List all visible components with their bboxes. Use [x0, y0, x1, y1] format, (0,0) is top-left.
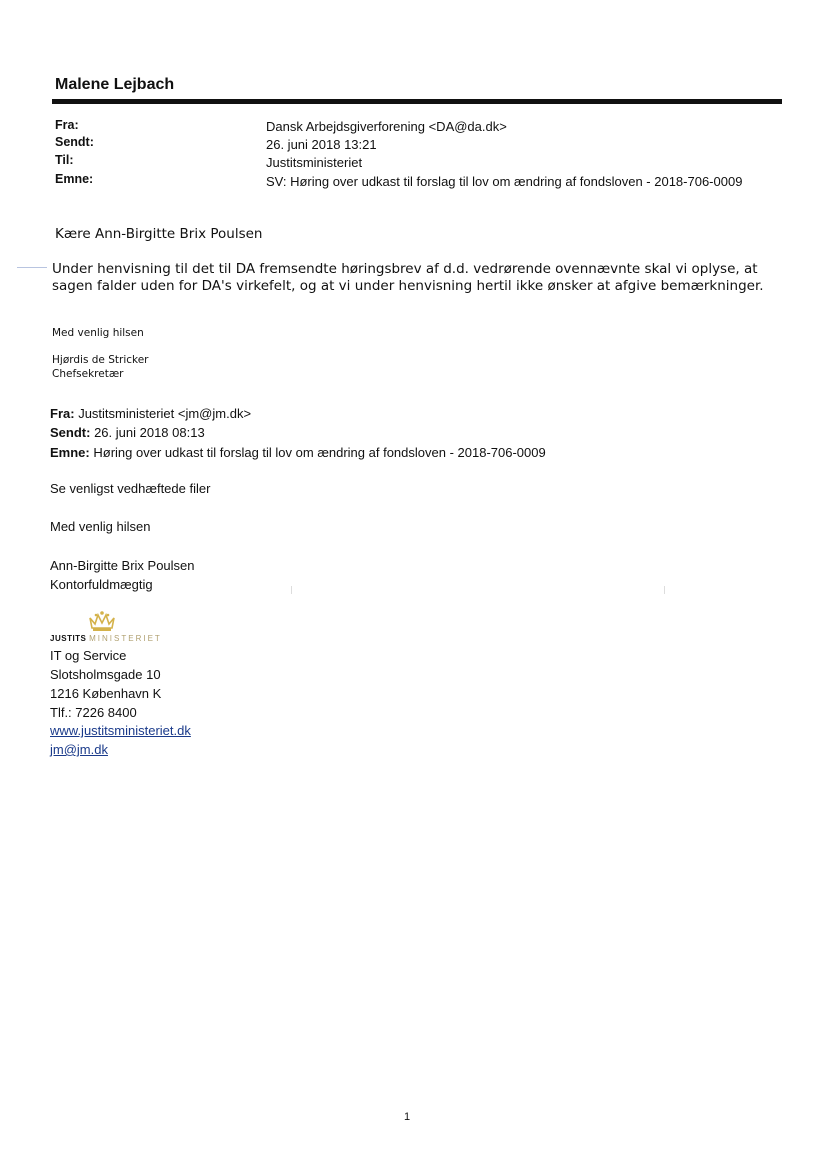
to-label: Til:: [55, 153, 74, 167]
orig-sent-line: [50, 425, 205, 440]
sig-street: Slotsholmsgade 10: [50, 667, 161, 682]
header-rule: [52, 99, 782, 104]
crown-icon: [87, 609, 117, 633]
orig-subject-line: [50, 445, 546, 460]
sender-name-header: Malene Lejbach: [55, 76, 175, 93]
orig-signer-title: Kontorfuldmægtig: [50, 577, 153, 592]
scan-mark: [664, 586, 665, 594]
from-label: Fra:: [55, 118, 79, 132]
orig-from-label: Fra:: [50, 406, 75, 421]
reply-body: Under henvisning til det til DA fremsendte høringsbrev af d.d. vedrørende ovennævnte skal vi oplyse, at sagen falder uden for DA's virkefelt, og at vi under henvisning hertil ikke ønsker at afgive bemærkninger.: [52, 261, 764, 294]
margin-mark: [17, 267, 47, 268]
orig-sent-value: 26. juni 2018 08:13: [94, 425, 205, 440]
reply-signer-title: Chefsekretær: [52, 368, 124, 380]
subject-value: SV: Høring over udkast til forslag til lov om ændring af fondsloven - 2018-706-0009: [266, 174, 743, 189]
sig-phone: Tlf.: 7226 8400: [50, 705, 137, 720]
sig-city: 1216 København K: [50, 686, 162, 701]
orig-subject-value: Høring over udkast til forslag til lov om ændring af fondsloven - 2018-706-0009: [93, 445, 546, 460]
page-number: 1: [404, 1111, 411, 1123]
logo-bold-text: JUSTITS: [50, 634, 87, 643]
reply-signer-name: Hjørdis de Stricker: [52, 354, 149, 366]
sent-value: 26. juni 2018 13:21: [266, 137, 377, 152]
ministry-logo: [50, 634, 162, 643]
email-link[interactable]: jm@jm.dk: [50, 742, 108, 757]
subject-label: Emne:: [55, 172, 94, 186]
orig-signer-name: Ann-Birgitte Brix Poulsen: [50, 558, 195, 573]
orig-from-value: Justitsministeriet <jm@jm.dk>: [78, 406, 252, 421]
orig-body-line: Se venligst vedhæftede filer: [50, 481, 211, 496]
website-link[interactable]: www.justitsministeriet.dk: [50, 723, 191, 738]
scan-mark: [291, 586, 292, 594]
orig-from-line: [50, 406, 251, 421]
sent-label: Sendt:: [55, 135, 94, 149]
greeting: Kære Ann-Birgitte Brix Poulsen: [55, 226, 263, 242]
logo-light-text: MINISTERIET: [89, 634, 162, 643]
orig-subject-label: Emne:: [50, 445, 90, 460]
orig-sent-label: Sendt:: [50, 425, 91, 440]
orig-closing: Med venlig hilsen: [50, 519, 151, 534]
from-value: Dansk Arbejdsgiverforening <DA@da.dk>: [266, 119, 507, 134]
reply-closing: Med venlig hilsen: [52, 327, 144, 339]
to-value: Justitsministeriet: [266, 155, 363, 170]
sig-dept: IT og Service: [50, 648, 127, 663]
